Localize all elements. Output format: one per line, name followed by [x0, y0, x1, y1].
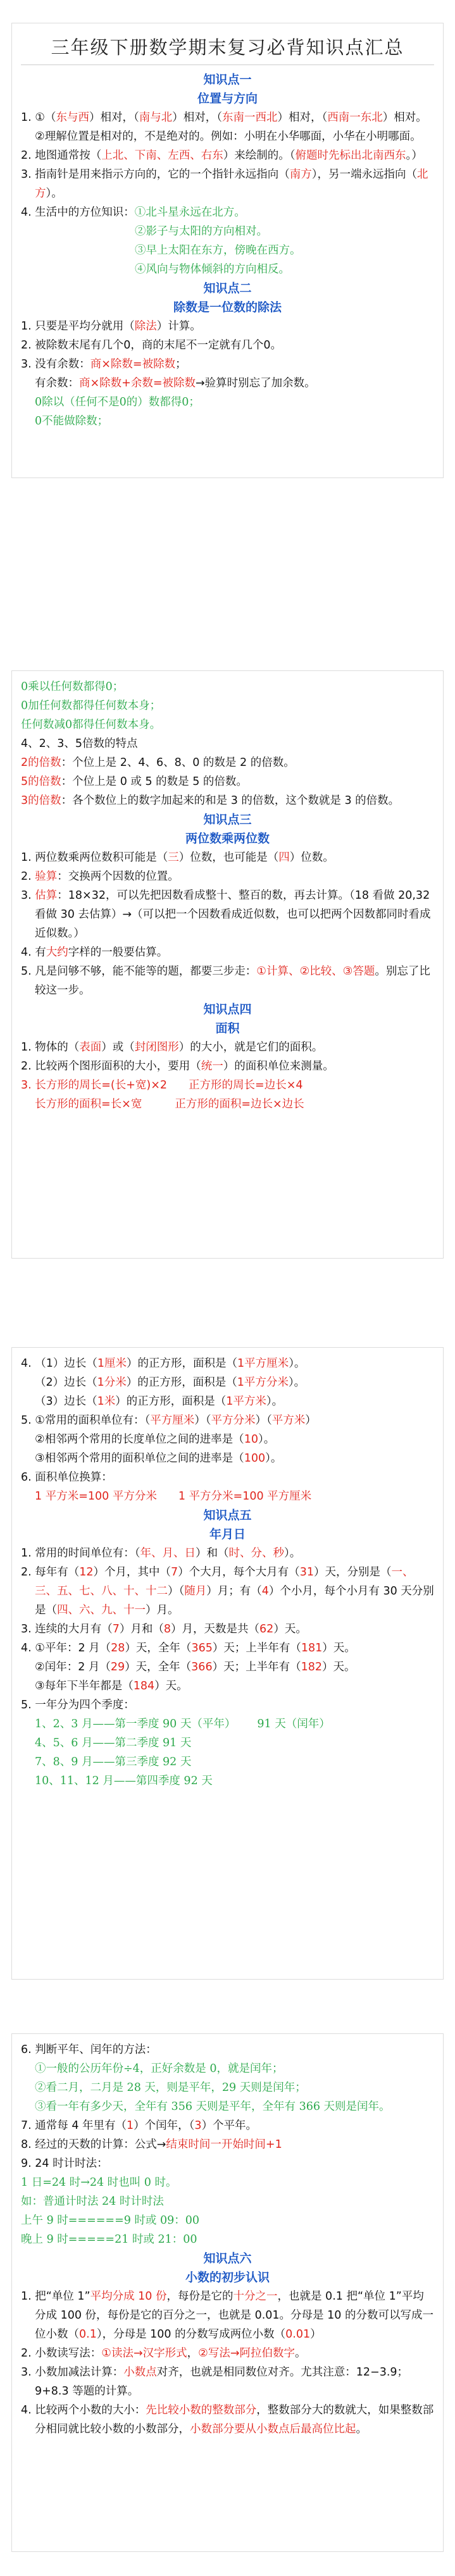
c2-line3: 任何数减0都得任何数本身。: [21, 718, 161, 731]
k2-head: 知识点二: [203, 281, 252, 295]
k6-line2: 2. 小数读写法：①读法→汉字形式，②写法→阿拉伯数字。: [21, 2347, 306, 2360]
page-title: 三年级下册数学期末复习必背知识点汇总: [21, 30, 434, 65]
card-2: [11, 670, 444, 1259]
k4-sub: 面积: [215, 1021, 240, 1035]
c4-line8: 1 日=24 时→24 时也叫 0 时。: [21, 2176, 177, 2189]
k4-line4: 长方形的面积=长×宽 正方形的面积=边长×边长: [35, 1098, 304, 1111]
k3-line1: 1. 两位数乘两位数积可能是（三）位数，也可能是（四）位数。: [21, 851, 334, 864]
k1-sub: 位置与方向: [197, 92, 258, 106]
k6-sub: 小数的初步认识: [185, 2271, 270, 2284]
k5-sub: 年月日: [209, 1527, 246, 1541]
card-1: [11, 23, 444, 478]
k2-line6: 0不能做除数；: [35, 415, 109, 428]
c2-line5: 2的倍数：个位上是 2、4、6、8、0 的数是 2 的倍数。: [21, 756, 295, 769]
c3-line2: （2）边长（1分米）的正方形，面积是（1平方分米）。: [35, 1376, 306, 1389]
k5-line7: 5. 一年分为四个季度：: [21, 1699, 135, 1711]
k5-line6: ③每年下半年都是（184）天。: [35, 1680, 188, 1692]
k1-head: 知识点一: [203, 73, 252, 87]
c3-line8: 1 平方米=100 平方分米 1 平方分米=100 平方厘米: [35, 1490, 312, 1503]
k6-head: 知识点六: [203, 2252, 252, 2265]
c2-line2: 0加任何数都得任何数本身；: [21, 699, 161, 712]
k4-head: 知识点四: [203, 1002, 252, 1016]
c3-line1: 4. （1）边长（1厘米）的正方形，面积是（1平方厘米）。: [21, 1357, 306, 1370]
c4-line2: ①一般的公历年份÷4，正好余数是 0，就是闰年；: [35, 2062, 284, 2075]
k6-line1: 1. 把“单位 1”平均分成 10 份，每份是它的十分之一，也就是 0.1 把“单位 1”平均分成 100 份，每份是它的百分之一，也就是 0.01。分母是 10 的分数可以写成一位小数（0.1），分母是 100 的分数写成两位小数（0.01）: [21, 2290, 433, 2341]
k3-sub: 两位数乘两位数: [185, 832, 270, 846]
c3-line7: 6. 面积单位换算：: [21, 1471, 113, 1484]
k5-line4: 4. ①平年：2 月（28）天，全年（365）天；上半年有（181）天。: [21, 1642, 356, 1655]
k5-line5: ②闰年：2 月（29）天，全年（366）天；上半年有（182）天。: [35, 1661, 356, 1673]
k1-line5e: ④风向与物体倾斜的方向相反。: [135, 263, 290, 276]
k3-line2: 2. 验算：交换两个因数的位置。: [21, 870, 179, 883]
k2-line2: 2. 被除数末尾有几个0，商的末尾不一定就有几个0。: [21, 339, 282, 352]
c3-line5: ②相邻两个常用的长度单位之间的进率是（10）。: [35, 1433, 275, 1446]
k4-line1: 1. 物体的（表面）或（封闭图形）的大小，就是它们的面积。: [21, 1041, 323, 1054]
c2-line6: 5的倍数：个位上是 0 或 5 的数是 5 的倍数。: [21, 775, 247, 788]
card-4: [11, 2033, 444, 2552]
card-3: [11, 1347, 444, 1980]
k4-line3: 3. 长方形的周长=(长+宽)×2 正方形的周长=边长×4: [21, 1079, 303, 1092]
k3-head: 知识点三: [203, 813, 252, 827]
k1-line4: 3. 指南针是用来指示方向的，它的一个指针永远指向（南方），另一端永远指向（北方）。: [21, 168, 428, 200]
k5-line3: 3. 连续的大月有（7）月和（8）月，天数是共（62）天。: [21, 1623, 307, 1636]
k2-line3: 3. 没有余数：商×除数=被除数；: [21, 358, 187, 371]
k5-head: 知识点五: [203, 1508, 252, 1522]
k3-line4: 4. 有大约字样的一般要估算。: [21, 946, 168, 959]
c4-line5: 7. 通常每 4 年里有（1）个闰年，（3）个平年。: [21, 2119, 258, 2132]
k2-sub: 除数是一位数的除法: [173, 300, 282, 314]
k2-line1: 1. 只要是平均分就用（除法）计算。: [21, 320, 201, 333]
c4-line11: 晚上 9 时=====21 时或 21：00: [21, 2233, 197, 2246]
k6-line3: 3. 小数加减法计算：小数点对齐，也就是相同数位对齐。尤其注意：12−3.9；9+8.3 等题的计算。: [21, 2366, 409, 2398]
k5-line9: 4、5、6 月——第二季度 91 天: [35, 1737, 192, 1749]
c3-line4: 5. ①常用的面积单位有：（平方厘米）（平方分米）（平方米）: [21, 1414, 316, 1427]
k2-line4: 有余数：商×除数+余数=被除数→验算时别忘了加余数。: [35, 377, 316, 390]
k4-line2: 2. 比较两个图形面积的大小，要用（统一）的面积单位来测量。: [21, 1060, 334, 1073]
k5-line1: 1. 常用的时间单位有：（年、月、日）和（时、分、秒）。: [21, 1547, 301, 1560]
k1-line5c: ②影子与太阳的方向相对。: [135, 225, 268, 238]
c4-line3: ②看二月，二月是 28 天，则是平年，29 天则是闰年；: [35, 2081, 306, 2094]
k3-line3: 3. 估算：18×32，可以先把因数看成整十、整百的数，再去计算。（18 看做 20,32 看做 30 去估算）→（可以把一个因数看成近似数，也可以把两个因数都同时看成近似数。）: [21, 889, 431, 940]
c4-line1: 6. 判断平年、闰年的方法：: [21, 2043, 157, 2056]
c4-line10: 上午 9 时======9 时或 09：00: [21, 2214, 200, 2227]
k5-line10: 7、8、9 月——第三季度 92 天: [35, 1756, 192, 1768]
c2-line7: 3的倍数：各个数位上的数字加起来的和是 3 的倍数，这个数就是 3 的倍数。: [21, 794, 400, 807]
k1-line5d: ③早上太阳在东方，傍晚在西方。: [135, 244, 301, 257]
k2-line5: 0除以（任何不是0的）数都得0；: [35, 396, 200, 409]
k5-line2: 2. 每年有（12）个月，其中（7）个大月，每个大月有（31）天，分别是（一、三、五、七、八、十、十二）（随月）月；有（4）个小月，每个小月有 30 天分别是（四、六、九、十一）月。: [21, 1566, 434, 1617]
k6-line4: 4. 比较两个小数的大小：先比较小数的整数部分，整数部分大的数就大，如果整数部分相同就比较小数的小数部分，小数部分要从小数点后最高位比起。: [21, 2404, 434, 2436]
k1-line3: 2. 地图通常按（上北、下南、左西、右东）来绘制的。（俯题时先标出北南西东。）: [21, 149, 423, 162]
k1-line2: ②理解位置是相对的，不是绝对的。例如：小明在小华哪面，小华在小明哪面。: [35, 130, 421, 143]
k5-line8: 1、2、3 月——第一季度 90 天（平年） 91 天（闰年）: [35, 1718, 330, 1730]
c3-line6: ③相邻两个常用的面积单位之间的进率是（100）。: [35, 1452, 282, 1465]
c4-line6: 8. 经过的天数的计算：公式→结束时间一开始时间+1: [21, 2138, 282, 2151]
c4-line9: 如：普通计时法 24 时计时法: [21, 2195, 164, 2208]
c4-line7: 9. 24 时计时法：: [21, 2157, 108, 2170]
k3-line5: 5. 凡是问够不够，能不能等的题，都要三步走：①计算、②比较、③答题。别忘了比较这一步。: [21, 965, 430, 997]
c2-line4: 4、2、3、5倍数的特点: [21, 737, 138, 750]
c2-line1: 0乘以任何数都得0；: [21, 681, 124, 693]
k1-line5: 4. 生活中的方位知识：①北斗星永远在北方。: [21, 206, 246, 219]
k5-line11: 10、11、12 月——第四季度 92 天: [35, 1775, 213, 1787]
c4-line4: ③看一年有多少天，全年有 356 天则是平年，全年有 366 天则是闰年。: [35, 2100, 390, 2113]
c3-line3: （3）边长（1米）的正方形，面积是（1平方米）。: [35, 1395, 284, 1408]
k1-line1: 1. ①（东与西）相对，（南与北）相对，（东南一西北）相对，（西南一东北）相对。: [21, 111, 427, 124]
